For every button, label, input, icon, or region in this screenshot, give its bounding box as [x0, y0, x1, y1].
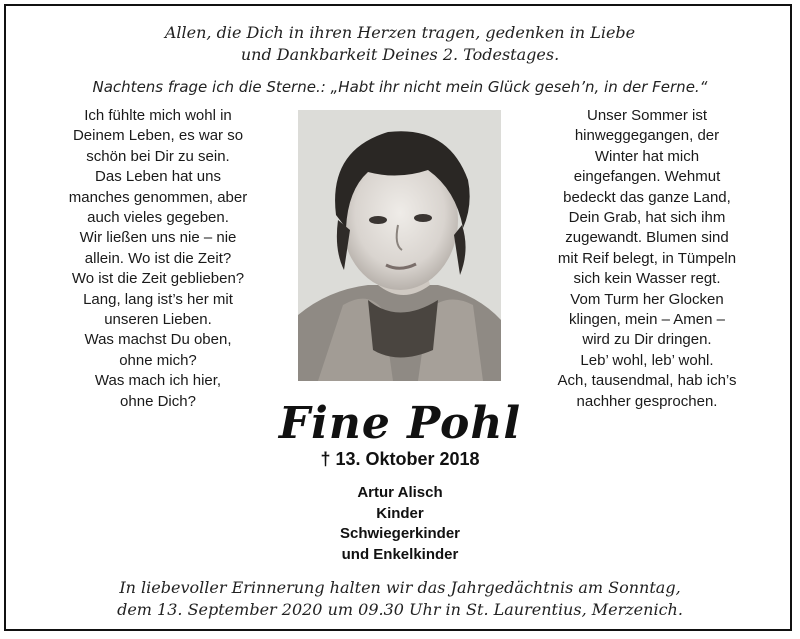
poem-line: zugewandt. Blumen sind	[565, 229, 729, 247]
poem-line: hinweggegangen, der	[574, 127, 720, 145]
poem-line: nachher gesprochen.	[576, 392, 718, 410]
poem-line: Das Leben hat uns	[95, 168, 221, 186]
mourner-line: Kinder	[376, 504, 424, 522]
poem-line: eingefangen. Wehmut	[573, 168, 721, 186]
poem-line: Wir ließen uns nie – nie	[79, 229, 237, 247]
poem-line: unseren Lieben.	[104, 311, 212, 329]
poem-line: Wo ist die Zeit geblieben?	[71, 270, 245, 288]
poem-line: wird zu Dir dringen.	[582, 331, 712, 349]
poem-line: klingen, mein – Amen –	[569, 311, 725, 329]
poem-left	[28, 106, 288, 412]
poem-line: Unser Sommer ist	[586, 107, 708, 124]
portrait-photo	[298, 110, 501, 381]
poem-line: Winter hat mich	[594, 147, 700, 165]
poem-line: Vom Turm her Glocken	[570, 290, 724, 308]
poem-line: auch vieles gegeben.	[87, 209, 229, 227]
intro-line-2: und Dankbarkeit Deines 2. Todestages.	[240, 45, 560, 64]
poem-right	[516, 106, 778, 412]
mourner-line: Schwiegerkinder	[339, 525, 461, 542]
poem-line: Ich fühlte mich wohl in	[84, 107, 232, 124]
poem-line: sich kein Wasser regt.	[573, 270, 721, 288]
poem-line: Ach, tausendmal, hab ich’s	[557, 372, 737, 390]
poem-line: ohne mich?	[119, 351, 197, 369]
portrait-image	[298, 110, 501, 381]
mourner-line: und Enkelkinder	[341, 545, 459, 563]
intro-line-1: Allen, die Dich in ihren Herzen tragen, gedenken in Liebe	[164, 23, 636, 42]
death-date: † 13. Oktober 2018	[320, 449, 480, 469]
closing-line-2: dem 13. September 2020 um 09.30 Uhr in St. Laurentius, Merzenich.	[117, 600, 683, 619]
poem-line: Was machst Du oben,	[84, 331, 232, 349]
deceased-name: Fine Pohl	[278, 398, 522, 449]
closing-line-1: In liebevoller Erinnerung halten wir das Jahrgedächtnis am Sonntag,	[119, 578, 681, 597]
quote-line: Nachtens frage ich die Sterne.: „Habt ihr nicht mein Glück geseh’n, in der Ferne.“	[92, 78, 708, 96]
poem-line: Was mach ich hier,	[94, 372, 222, 390]
poem-line: manches genommen, aber	[68, 188, 248, 206]
poem-line: Deinem Leben, es war so	[72, 127, 244, 145]
poem-line: Lang, lang ist’s her mit	[83, 290, 233, 308]
poem-line: mit Reif belegt, in Tümpeln	[557, 249, 737, 267]
poem-line: Dein Grab, hat sich ihm	[568, 209, 726, 227]
poem-line: schön bei Dir zu sein.	[86, 147, 230, 165]
mourner-line: Artur Alisch	[357, 484, 443, 501]
poem-line: allein. Wo ist die Zeit?	[84, 249, 232, 267]
poem-line: bedeckt das ganze Land,	[563, 188, 731, 206]
poem-line: ohne Dich?	[120, 392, 196, 410]
poem-line: Leb’ wohl, leb’ wohl.	[580, 351, 714, 369]
mourners-list	[0, 483, 800, 565]
